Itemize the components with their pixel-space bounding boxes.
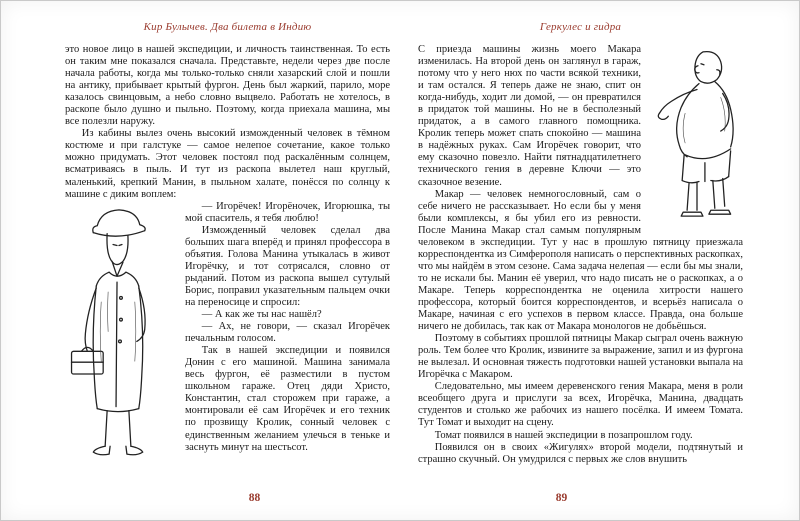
page-right: [400, 1, 799, 520]
paragraph: Поэтому в событиях прошлой пятницы Макар сыграл очень важную роль. Тем более что Кролик, извините за выражение, запил и из фургона не вылезал. И основная тяжесть подготовки нашей установки выпала на Игорёчка с Макаром.: [418, 333, 743, 381]
stout-bald-man-illustration: [651, 44, 743, 230]
paragraph: Изможденный человек сделал два больших шага вперёд и принял профессора в объятия. Голова Манина утыкалась в живот Игорёчку, и тот сотрясался, словно от рыданий. Потом из раскопа вышел сутулый Борис, поправил указательным пальцем очки на переносице и спросил:: [185, 224, 390, 308]
paragraph: Макар — человек немногословный, сам о себе ничего не рассказывает. Но если бы у меня были комплексы, я бы убил его из ревности. После Манина Макар стал самым популярным человеком в экспедиции. Тут у нас в прошлую пятницу приезжала корреспондентка из Симферополя написать о перспективных раскопках, что мы найдём в этом сезоне. Сама задача нелепая — если бы мы знали, то не искали бы. Манин её уверил, что надо писать не о раскопках, а о Макаре. Теперь корреспондентка не оценила хитрости нашего профессора, который боится корреспондентов, и всерьёз написала о Макаре, начиная с его успехов в первом классе. Правда, она больше ничего не добилась, так как от Макара монологов не добьёшься.: [418, 188, 743, 333]
paragraph: — Игорёчек! Игорёночек, Игорюшка, ты мой спаситель, я тебя люблю!: [185, 200, 390, 224]
paragraph: Следовательно, мы имеем деревенского гения Макара, меня в роли всеобщего друга и прислуги за всех, Игорёчка, Манина, двадцать студентов и столько же рабочих из нашего посёлка. И имеем Томата. Тут Томат и выходит на сцену.: [418, 381, 743, 429]
page-left: [1, 1, 400, 520]
paragraph: Томат появился в нашей экспедиции в позапрошлом году.: [434, 429, 693, 441]
paragraph: Из кабины вылез очень высокий изможденный человек в тёмном костюме и при галстуке — самое нелепое сочетание, какое только можно придумать. Этот человек постоял под раскалённым солнцем, всматриваясь в пыль. И тут из раскопа вылетел наш круглый, маленький, крепкий Манин, в пыльном халате, понёсся по солнцу к машине с диким воплем:: [65, 128, 390, 200]
paragraph: — Ах, не говори, — сказал Игорёчек печальным голосом.: [185, 321, 390, 345]
page-left-content: [65, 21, 390, 510]
text-block-right: [418, 44, 743, 490]
text-block-left: [65, 44, 390, 454]
page-number-left: 88: [248, 492, 261, 504]
paragraph: С приезда машины жизнь моего Макара изменилась. На второй день он заглянул в гараж, потому что у него нюх по части всякой техники, и там остался. Я теперь даже не знаю, спит он когда-нибудь, ходит ли домой, — он превратился в придаток той машины. Но не в бесполезный придаток, а в самого главного помощника. Кролик теперь может спать спокойно — машина в надёжных руках. Сам Игорёчек говорит, что ему сказочно повезло. Найти пятнадцатилетнего технического гения в деревне Ключи — это сказочное везение.: [418, 44, 641, 188]
page-right-content: [418, 21, 743, 510]
paragraph: — А как же ты нас нашёл?: [201, 309, 322, 321]
paragraph: Появился он в своих «Жигулях» второй модели, подтянутый и страшно скучный. Он умудрился с первых же слов внушить: [418, 441, 743, 465]
paragraph: Так в нашей экспедиции и появился Донин с его машиной. Машина занимала весь фургон, её разместили в пустом школьном гараже. Отец дяди Христо, Константин, стал сторожем при гараже, а монтировали её сам Игорёчек и его техник по прозвищу Кролик, сонный человек с единственным желанием улечься в теньке и заснуть минут на шестьсот.: [185, 345, 390, 453]
page-number-right: 89: [555, 492, 568, 504]
tall-gaunt-man-illustration: [63, 203, 175, 465]
running-head-left: Кир Булычев. Два билета в Индию: [143, 21, 312, 33]
running-head-right: Геркулес и гидра: [539, 21, 622, 33]
paragraph: это новое лицо в нашей экспедиции, и личность таинственная. То есть он таким мне показался сначала. Представьте, недели через две после начала работы, когда мы только-только сняли хазарский слой и пошли на антику, прибывает крытый фургон. День был жаркий, парило, море казалось свинцовым, а небо словно выцвело. Работать не хотелось, в раскопе было душно и пыльно. Поэтому, когда приехала машина, мы все полезли наружу.: [65, 44, 390, 128]
